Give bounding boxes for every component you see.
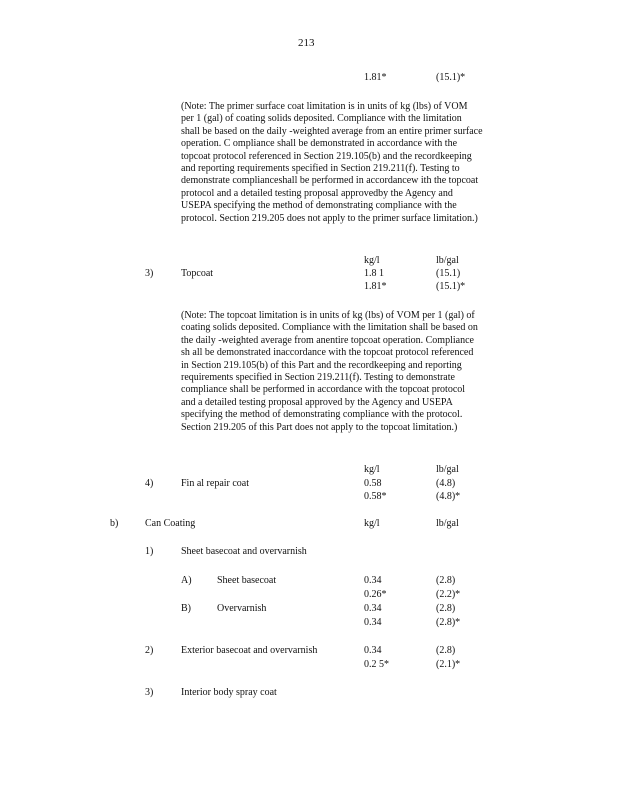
note-line: in Section 219.105(b) of this Part and the recordkeeping and reporting xyxy=(181,359,462,371)
topcoat-kg-value-alt: 1.81* xyxy=(364,281,387,292)
final-repair-kg-value-alt: 0.58* xyxy=(364,491,387,502)
note-line: the daily -weighted average from anentire topcoat operation. Compliance xyxy=(181,334,474,346)
note-line: requirements specified in Section 219.211(f). Testing to demonstrate xyxy=(181,372,455,384)
note-line: specifying the method of demonstrating compliance with the protocol. xyxy=(181,409,463,421)
note-line: per 1 (gal) of coating solids deposited. Compliance with the limitation xyxy=(181,113,462,125)
note-line: and a detailed testing proposal approved by the Agency and USEPA xyxy=(181,396,453,408)
topcoat-lb-header: lb/gal xyxy=(436,255,459,266)
topcoat-lb-value-alt: (15.1)* xyxy=(436,281,466,292)
note-line: sh all be demonstrated inaccordance with the topcoat protocol referenced xyxy=(181,347,474,359)
topcoat-note xyxy=(181,310,537,434)
exterior-kg: 0.34 xyxy=(364,645,382,656)
note-line: demonstrate complianceshall be performed in accordancew ith the topcoat xyxy=(181,175,479,187)
note-line: shall be based on the daily -weighted average from an entire primer surface xyxy=(181,125,483,137)
interior-number: 3) xyxy=(145,687,154,698)
can-coating-lb-header: lb/gal xyxy=(436,518,459,529)
sheet-basecoat-lb-alt: (2.2)* xyxy=(436,589,461,600)
can-coating-letter: b) xyxy=(110,518,119,529)
overvarnish-kg: 0.34 xyxy=(364,603,382,614)
overvarnish-lb: (2.8) xyxy=(436,603,456,614)
topcoat-kg-value: 1.8 1 xyxy=(364,268,384,279)
note-line: (Note: The topcoat limitation is in units of kg (lbs) of VOM per 1 (gal) of xyxy=(181,310,475,321)
can-coating-kg-header: kg/l xyxy=(364,518,380,529)
final-repair-number: 4) xyxy=(145,478,154,489)
overvarnish-kg-alt: 0.34 xyxy=(364,617,382,628)
sheet-basecoat-kg: 0.34 xyxy=(364,575,382,586)
sheet-basecoat-label: Sheet basecoat xyxy=(217,575,277,586)
note-line: coating solids deposited. Compliance with the limitation shall be based on xyxy=(181,322,478,334)
exterior-label: Exterior basecoat and overvarnish xyxy=(181,645,318,656)
can-coating-heading: Can Coating xyxy=(145,518,196,529)
note-line: compliance shall be performed in accordance with the topcoat protocol xyxy=(181,384,466,396)
sheet-basecoat-kg-alt: 0.26* xyxy=(364,589,387,600)
topcoat-number: 3) xyxy=(145,268,154,279)
note-line: and reporting requirements specified in Section 219.211(f). Testing to xyxy=(181,163,460,175)
primer-surface-note xyxy=(181,101,535,225)
exterior-lb-alt: (2.1)* xyxy=(436,659,461,670)
interior-label: Interior body spray coat xyxy=(181,687,277,698)
note-line: topcoat protocol referenced in Section 219.105(b) and the recordkeeping xyxy=(181,150,472,162)
overvarnish-letter: B) xyxy=(181,603,191,614)
exterior-lb: (2.8) xyxy=(436,645,456,656)
note-line: (Note: The primer surface coat limitation is in units of kg (lbs) of VOM xyxy=(181,101,468,112)
primer-lb-value: (15.1)* xyxy=(436,72,466,83)
sheet-label: Sheet basecoat and overvarnish xyxy=(181,546,307,557)
final-repair-label: Fin al repair coat xyxy=(181,478,250,489)
note-line: operation. C ompliance shall be demonstrated in accordance with the xyxy=(181,138,458,150)
final-repair-lb-value: (4.8) xyxy=(436,478,456,489)
topcoat-label: Topcoat xyxy=(181,268,214,279)
final-repair-kg-header: kg/l xyxy=(364,464,380,475)
note-line: Section 219.205 of this Part does not apply to the topcoat limitation.) xyxy=(181,421,458,433)
sheet-number: 1) xyxy=(145,546,154,557)
topcoat-kg-header: kg/l xyxy=(364,255,380,266)
overvarnish-lb-alt: (2.8)* xyxy=(436,617,461,628)
final-repair-kg-value: 0.58 xyxy=(364,478,382,489)
sheet-basecoat-letter: A) xyxy=(181,575,192,586)
final-repair-lb-value-alt: (4.8)* xyxy=(436,491,461,502)
exterior-number: 2) xyxy=(145,645,154,656)
exterior-kg-alt: 0.2 5* xyxy=(364,659,389,670)
note-line: USEPA specifying the method of demonstrating compliance with the xyxy=(181,200,457,212)
final-repair-lb-header: lb/gal xyxy=(436,464,459,475)
note-line: protocol. Section 219.205 does not apply to the primer surface limitation.) xyxy=(181,212,478,224)
page-number: 213 xyxy=(298,37,315,49)
note-line: protocol and a detailed testing proposal approvedby the Agency and xyxy=(181,187,453,199)
topcoat-lb-value: (15.1) xyxy=(436,268,461,279)
sheet-basecoat-lb: (2.8) xyxy=(436,575,456,586)
overvarnish-label: Overvarnish xyxy=(217,603,267,614)
primer-kg-value: 1.81* xyxy=(364,72,387,83)
